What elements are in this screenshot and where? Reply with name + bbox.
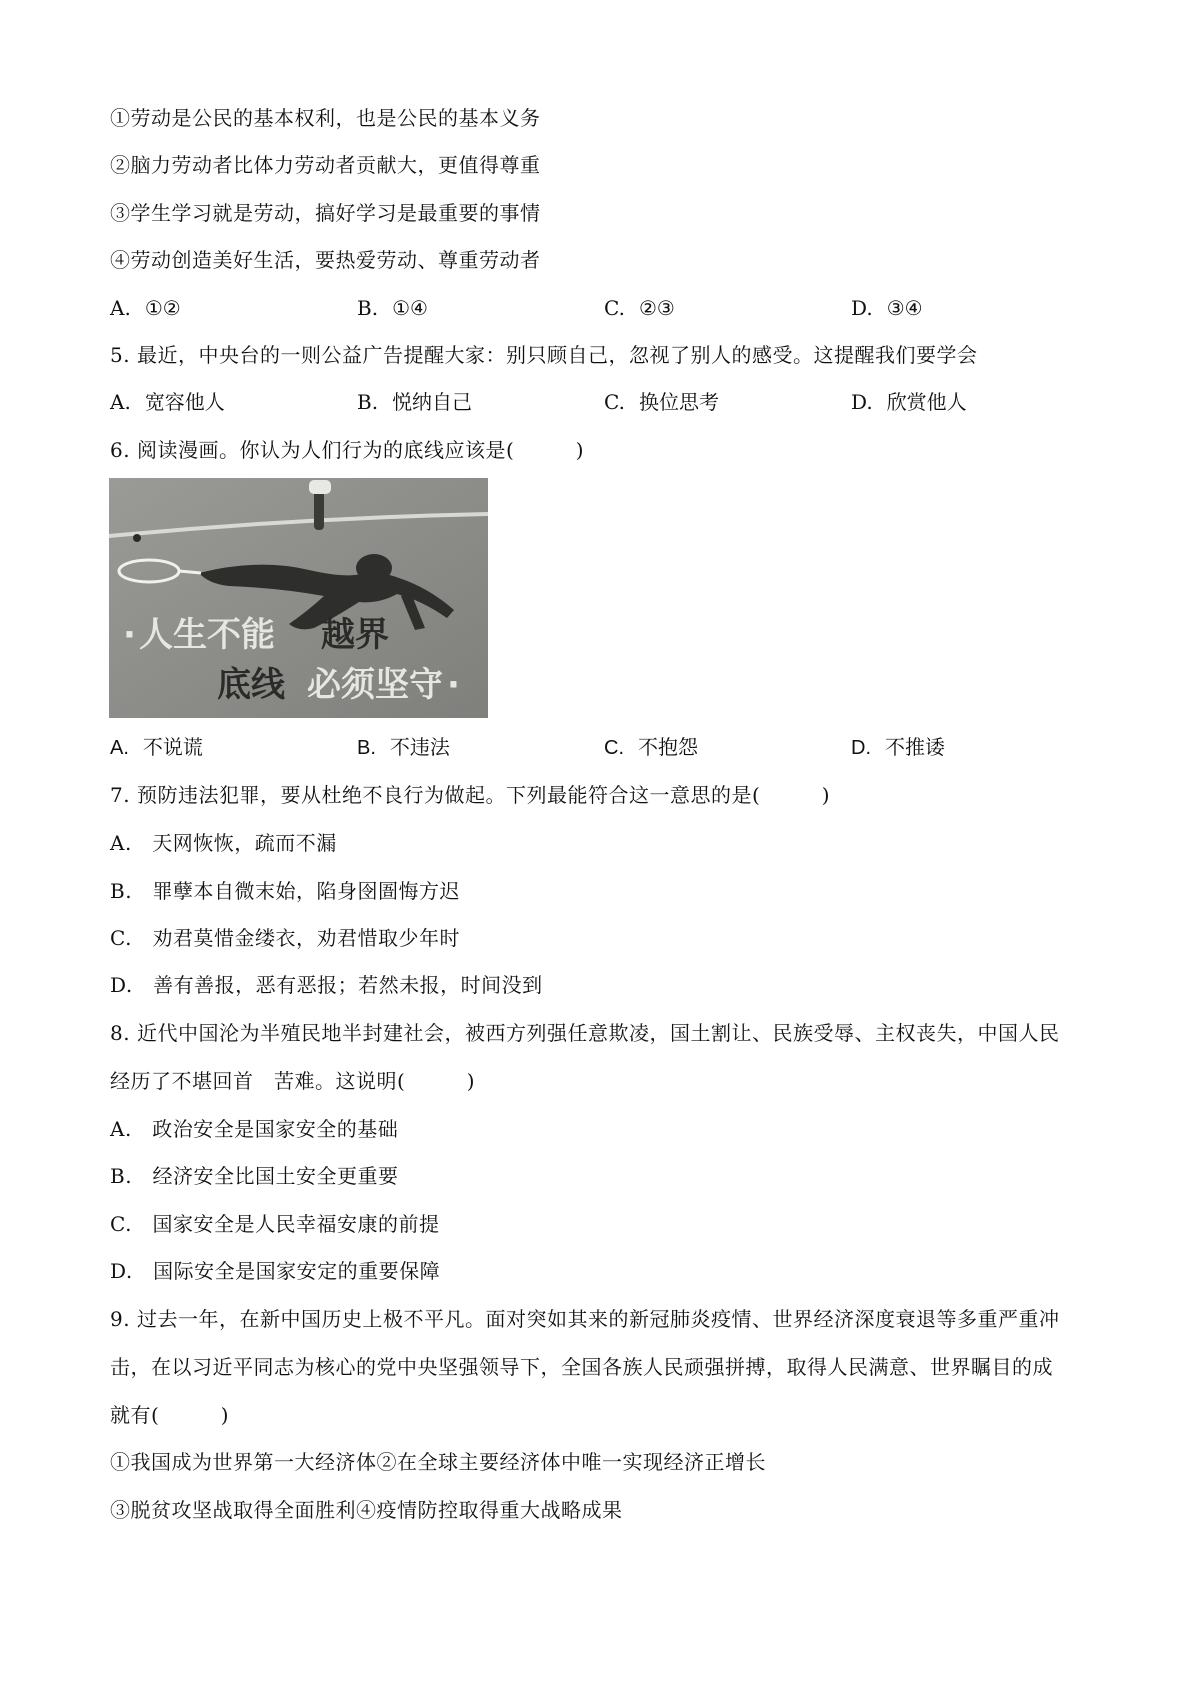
cartoon-caption-dot-2: · [447, 665, 460, 705]
q4-option-b[interactable]: B. ①④ [357, 296, 428, 320]
ball-icon [133, 534, 141, 542]
q4-option-c[interactable]: C. ②③ [604, 296, 675, 320]
cartoon-caption-line2-a: 底线 [217, 665, 285, 705]
q5-options [110, 388, 1110, 416]
cartoon-illustration [109, 478, 488, 718]
q9-stem-line-3: 就有( ) [110, 1403, 230, 1427]
cartoon-caption-line1-a: 人生不能 [139, 615, 275, 655]
q7-option-c[interactable]: C. 劝君莫惜金缕衣，劝君惜取少年时 [110, 926, 460, 950]
q4-statement-4: ④劳动创造美好生活，要热爱劳动、尊重劳动者 [110, 248, 541, 272]
q4-options [110, 294, 1110, 322]
q4-statement-2: ②脑力劳动者比体力劳动者贡献大，更值得尊重 [110, 153, 541, 177]
q8-stem-line-1: 8. 近代中国沦为半殖民地半封建社会，被西方列强任意欺凌，国土割让、民族受辱、主权丧失，中国人民 [110, 1021, 1060, 1045]
q5-option-a[interactable]: A. 宽容他人 [110, 390, 225, 414]
q8-option-c[interactable]: C. 国家安全是人民幸福安康的前提 [110, 1212, 440, 1236]
q6-stem: 6. 阅读漫画。你认为人们行为的底线应该是( ) [110, 438, 585, 462]
q4-statement-1: ①劳动是公民的基本权利，也是公民的基本义务 [110, 106, 541, 130]
q6-cartoon-image [109, 478, 488, 718]
q4-option-a[interactable]: A. ①② [110, 296, 181, 320]
q6-option-b[interactable]: B. 不违法 [357, 737, 450, 759]
q5-option-d[interactable]: D. 欣赏他人 [851, 390, 967, 414]
q5-option-c[interactable]: C. 换位思考 [604, 390, 719, 414]
q9-stem-line-1: 9. 过去一年，在新中国历史上极不平凡。面对突如其来的新冠肺炎疫情、世界经济深度衰退等多重严重冲 [110, 1307, 1060, 1331]
q8-option-b[interactable]: B. 经济安全比国土安全更重要 [110, 1164, 399, 1188]
q7-option-d[interactable]: D. 善有善报，恶有恶报；若然未报，时间没到 [110, 973, 543, 997]
q5-option-b[interactable]: B. 悦纳自己 [357, 390, 473, 414]
q4-option-d[interactable]: D. ③④ [851, 296, 923, 320]
cartoon-caption-dot-1: · [123, 615, 136, 655]
q8-stem-line-2: 经历了不堪回首 苦难。这说明( ) [110, 1069, 476, 1093]
q7-option-a[interactable]: A. 天网恢恢，疏而不漏 [110, 831, 337, 855]
q4-statement-3: ③学生学习就是劳动，搞好学习是最重要的事情 [110, 201, 541, 225]
q7-stem: 7. 预防违法犯罪，要从杜绝不良行为做起。下列最能符合这一意思的是( ) [110, 783, 831, 807]
q9-statement-2: ③脱贫攻坚战取得全面胜利④疫情防控取得重大战略成果 [110, 1498, 623, 1522]
q9-statement-1: ①我国成为世界第一大经济体②在全球主要经济体中唯一实现经济正增长 [110, 1450, 766, 1474]
q5-stem: 5. 最近，中央台的一则公益广告提醒大家：别只顾自己，忽视了别人的感受。这提醒我们要学会 [110, 343, 978, 367]
cartoon-caption-line1-b: 越界 [321, 615, 389, 655]
q6-option-c[interactable]: C. 不抱怨 [604, 737, 698, 759]
q8-option-d[interactable]: D. 国际安全是国家安定的重要保障 [110, 1259, 441, 1283]
q6-option-a[interactable]: A. 不说谎 [110, 737, 203, 759]
q6-option-d[interactable]: D. 不推诿 [851, 737, 945, 759]
q6-options [110, 734, 1110, 762]
q9-stem-line-2: 击，在以习近平同志为核心的党中央坚强领导下，全国各族人民顽强拼搏，取得人民满意、世界瞩目的成 [110, 1355, 1053, 1379]
cartoon-caption-line2-b: 必须坚守 [307, 665, 443, 705]
q7-option-b[interactable]: B. 罪孽本自微末始，陷身囹圄悔方迟 [110, 879, 461, 903]
q8-option-a[interactable]: A. 政治安全是国家安全的基础 [110, 1117, 399, 1141]
